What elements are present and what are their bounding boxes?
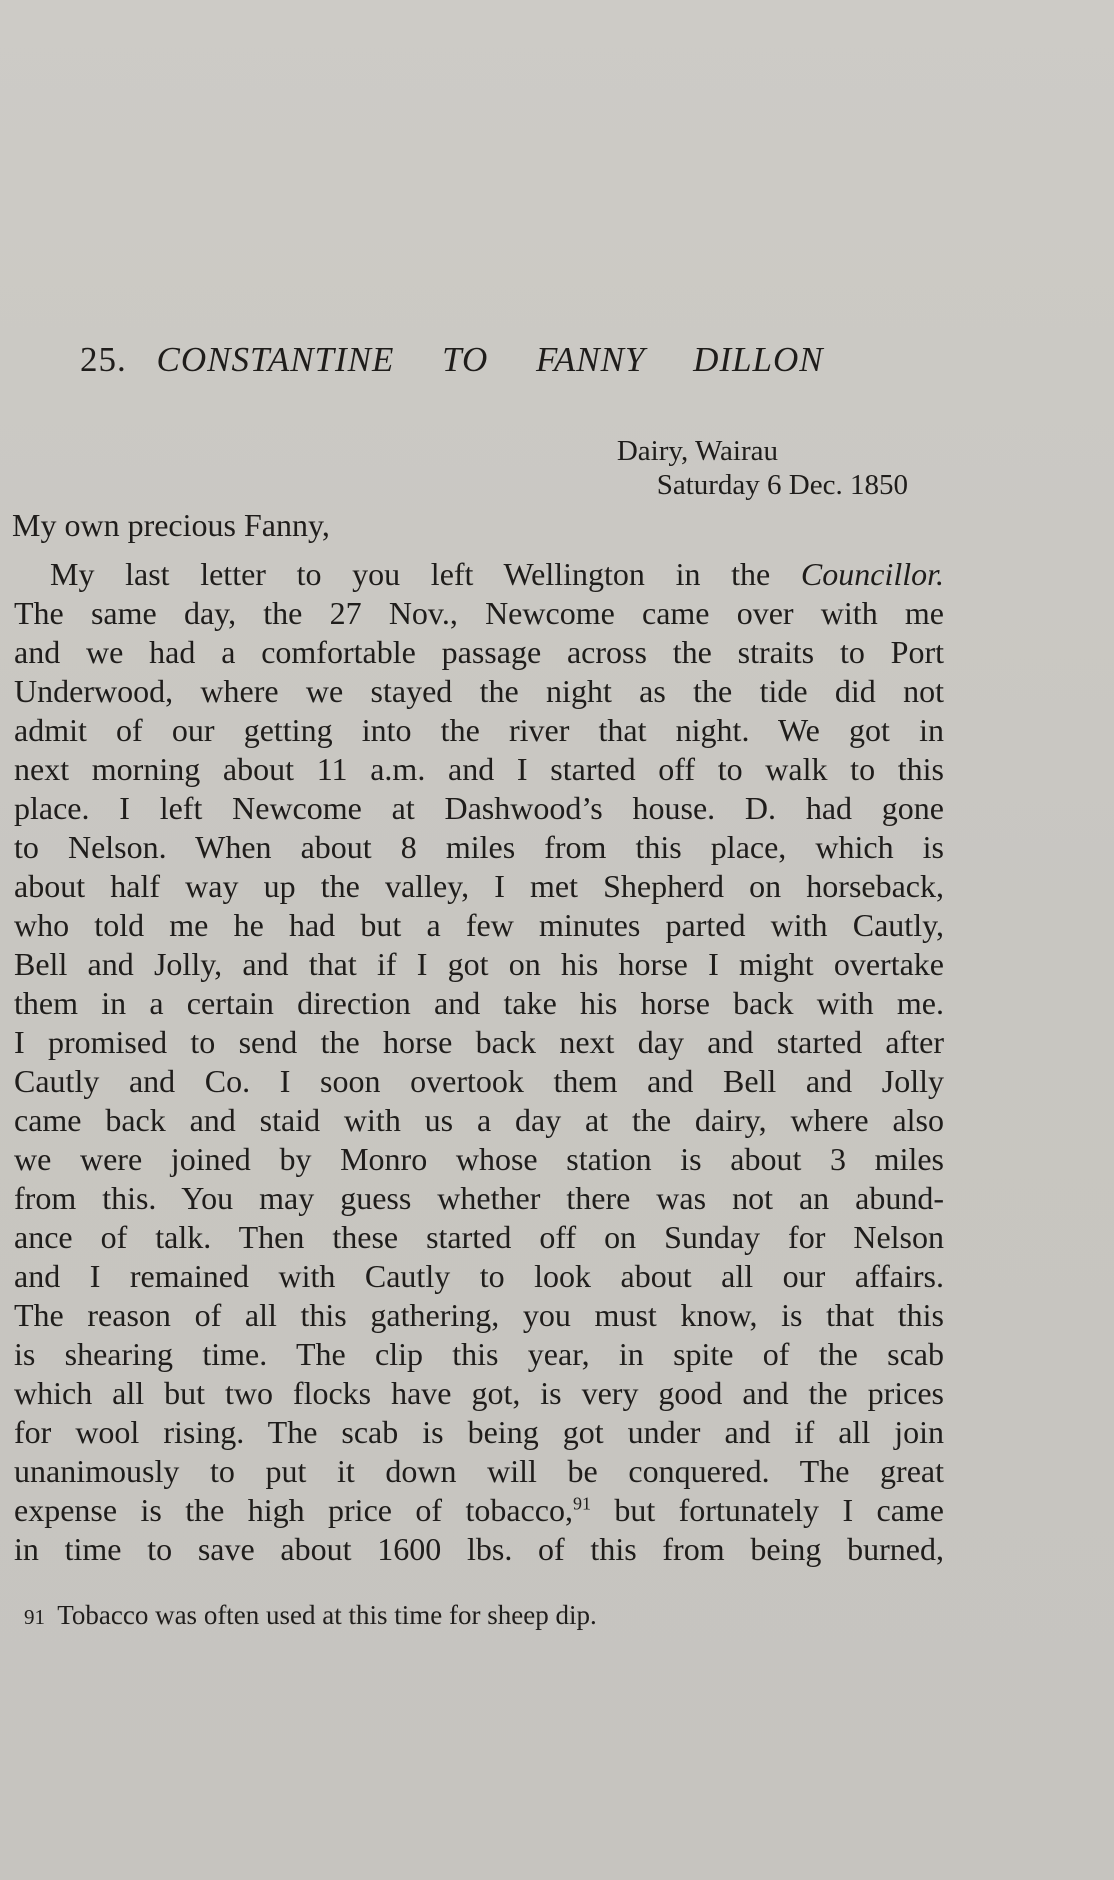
text-line-segment: and I remained with Cautly to look about all our affairs. <box>14 1258 944 1294</box>
text-line-segment: Cautly and Co. I soon overtook them and Bell and Jolly <box>14 1063 944 1099</box>
text-line-segment: Underwood, where we stayed the night as the tide did not <box>14 673 944 709</box>
text-line-segment: who told me he had but a few minutes parted with Cautly, <box>14 907 944 943</box>
text-line-segment: but fortunately I came <box>590 1492 944 1528</box>
letter-dateline <box>617 434 908 502</box>
letter-number: 25. <box>80 340 127 379</box>
text-line <box>14 945 944 984</box>
text-line-segment: ance of talk. Then these started off on Sunday for Nelson <box>14 1219 944 1255</box>
text-line <box>14 594 944 633</box>
text-line-segment: and we had a comfortable passage across the straits to Port <box>14 634 944 670</box>
text-line <box>14 1179 944 1218</box>
text-line-segment: admit of our getting into the river that night. We got in <box>14 712 944 748</box>
text-line-segment: next morning about 11 a.m. and I started off to walk to this <box>14 751 944 787</box>
text-line <box>14 555 944 594</box>
text-line <box>14 1101 944 1140</box>
letter-title: CONSTANTINE TO FANNY DILLON <box>156 340 824 379</box>
text-line-segment: I promised to send the horse back next day and started after <box>14 1024 944 1060</box>
text-line-segment: is shearing time. The clip this year, in spite of the scab <box>14 1336 944 1372</box>
text-line <box>14 984 944 1023</box>
text-line <box>14 789 944 828</box>
letter-date: Saturday 6 Dec. 1850 <box>656 469 908 501</box>
chapter-heading <box>80 340 824 380</box>
text-line <box>14 1140 944 1179</box>
text-line <box>14 867 944 906</box>
text-line-segment: place. I left Newcome at Dashwood’s house. D. had gone <box>14 790 944 826</box>
text-line-segment: to Nelson. When about 8 miles from this place, which is <box>14 829 944 865</box>
text-line <box>14 633 944 672</box>
text-line-segment: unanimously to put it down will be conquered. The great <box>14 1453 944 1489</box>
text-line-segment: about half way up the valley, I met Shepherd on horseback, <box>14 868 944 904</box>
text-line <box>14 1257 944 1296</box>
footnote-text: Tobacco was often used at this time for sheep dip. <box>57 1600 597 1630</box>
text-line-segment: which all but two flocks have got, is very good and the prices <box>14 1375 944 1411</box>
text-line <box>14 828 944 867</box>
text-line <box>14 1296 944 1335</box>
footnote-number: 91 <box>24 1605 45 1629</box>
text-line <box>14 1491 944 1530</box>
footnote-reference: 91 <box>572 1493 591 1514</box>
text-line <box>14 1335 944 1374</box>
text-line-segment: The reason of all this gathering, you must know, is that this <box>14 1297 944 1333</box>
text-line-segment: My last letter to you left Wellington in the <box>50 556 801 592</box>
letter-place: Dairy, Wairau <box>616 435 778 467</box>
salutation: My own precious Fanny, <box>12 507 330 543</box>
italic-ship-name: Councillor. <box>800 556 944 592</box>
letter-body <box>14 555 944 1569</box>
text-line <box>14 1413 944 1452</box>
text-line <box>14 906 944 945</box>
text-line <box>14 1023 944 1062</box>
text-line <box>14 1218 944 1257</box>
text-line-segment: from this. You may guess whether there was not an abund- <box>14 1180 944 1216</box>
text-line <box>14 1374 944 1413</box>
text-line-segment: for wool rising. The scab is being got under and if all join <box>14 1414 944 1450</box>
text-line-segment: in time to save about 1600 lbs. of this from being burned, <box>14 1531 944 1567</box>
text-line <box>14 1530 944 1569</box>
text-line <box>14 750 944 789</box>
text-line-segment: came back and staid with us a day at the dairy, where also <box>14 1102 944 1138</box>
footnote <box>24 1600 597 1631</box>
text-line-segment: expense is the high price of tobacco, <box>14 1492 573 1528</box>
text-line-segment: The same day, the 27 Nov., Newcome came over with me <box>14 595 944 631</box>
text-line <box>14 711 944 750</box>
text-line <box>14 1062 944 1101</box>
text-line <box>14 1452 944 1491</box>
text-line-segment: Bell and Jolly, and that if I got on his horse I might overtake <box>14 946 944 982</box>
text-line <box>14 672 944 711</box>
text-line-segment: we were joined by Monro whose station is about 3 miles <box>14 1141 944 1177</box>
text-line-segment: them in a certain direction and take his horse back with me. <box>14 985 944 1021</box>
